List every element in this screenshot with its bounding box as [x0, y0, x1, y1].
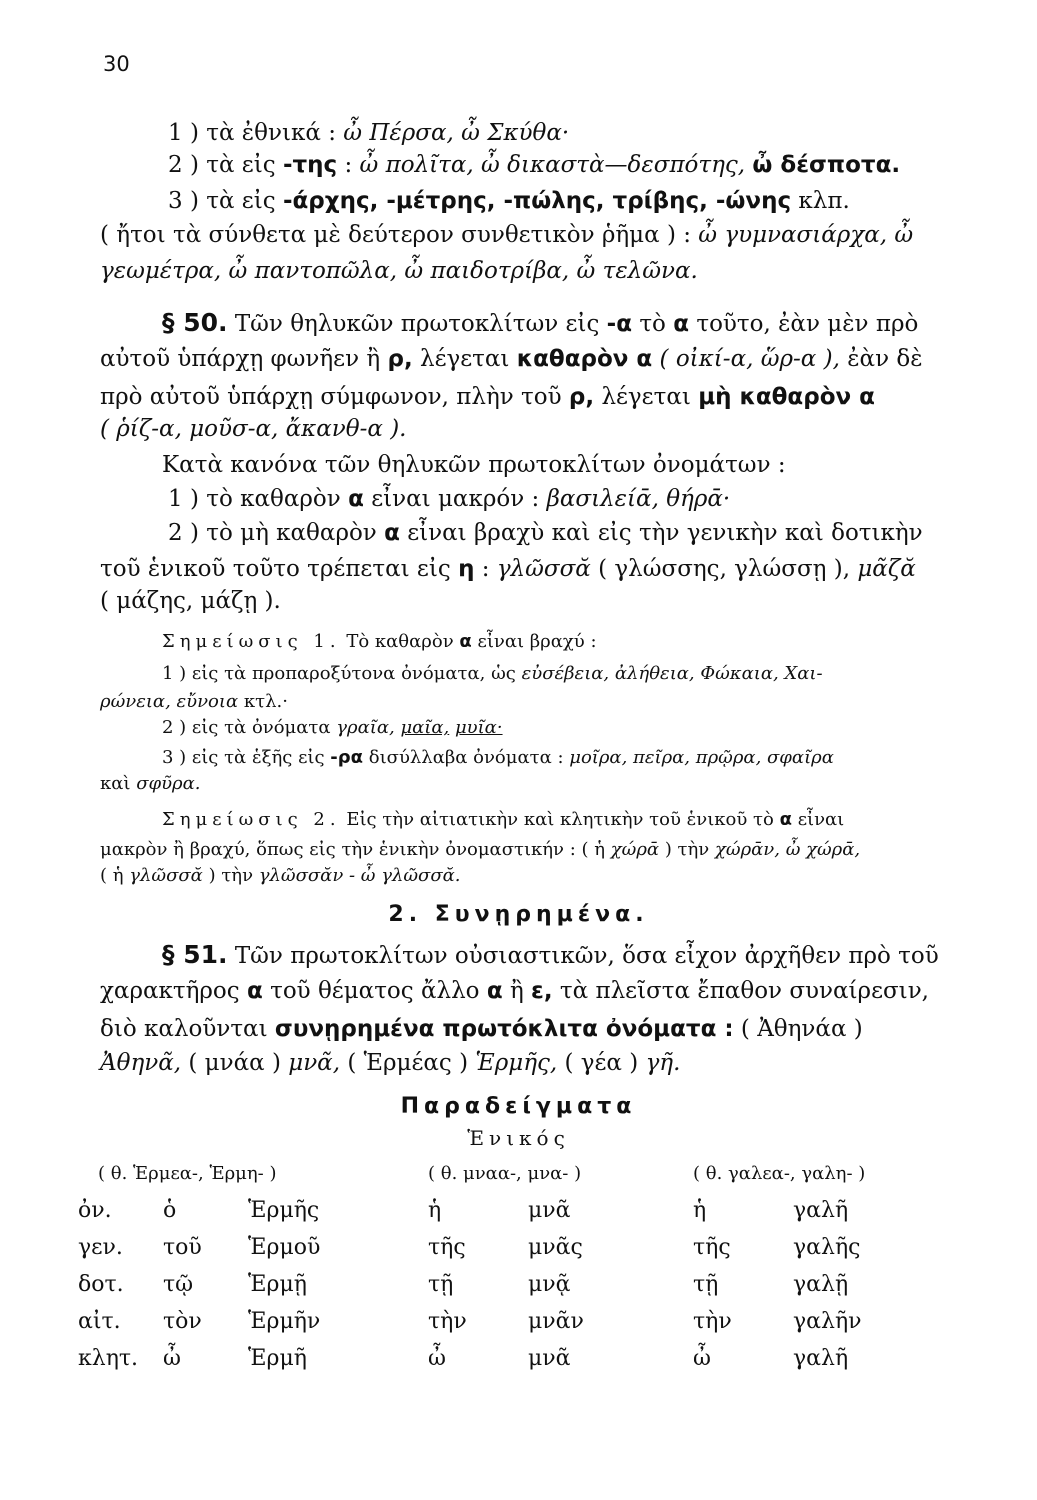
body-text: εἶναι	[797, 809, 845, 830]
article: τὸν	[163, 1309, 202, 1334]
body-text: ) τὴν	[208, 865, 254, 886]
rule-line-3	[168, 186, 850, 216]
article: ὦ	[693, 1346, 711, 1371]
note-2-line-2	[100, 838, 860, 862]
section-50-line-7	[168, 518, 923, 548]
body-text: τὸ καθαρὸν	[206, 486, 341, 512]
note-1-line-1	[162, 630, 597, 654]
body-text: Τῶν θηλυκῶν πρωτοκλίτων εἰς	[234, 311, 600, 337]
example-text: Ἑρμῆς,	[475, 1050, 558, 1076]
body-text: εἶναι βραχὺ καὶ εἰς τὴν γενικὴν καὶ δοτικὴν	[407, 520, 923, 546]
body-text: μακρὸν ἢ βραχύ, ὅπως εἰς τὴν ἑνικὴν ὀνομαστικήν : ( ἡ	[100, 839, 606, 860]
bold-term: ε,	[531, 978, 553, 1004]
noun-form: Ἑρμῇ	[248, 1272, 307, 1297]
examples-heading: Παραδείγματα	[400, 1094, 637, 1119]
rule-text: τὰ ἐθνικά :	[206, 120, 336, 146]
case-label: κλητ.	[78, 1346, 139, 1371]
example-text: ὦ γυμνασιάρχα, ὦ	[698, 222, 914, 248]
noun-form: μνᾶς	[528, 1235, 583, 1260]
example-bold: ὦ δέσποτα.	[752, 152, 901, 178]
example-text: μνᾶ,	[288, 1050, 341, 1076]
bold-term: μὴ καθαρὸν α	[698, 384, 875, 410]
body-text: τοῦ ἑνικοῦ τοῦτο τρέπεται εἰς	[100, 556, 451, 582]
body-text: 3 ) εἰς τὰ ἑξῆς εἰς	[162, 747, 325, 768]
article: ὁ	[163, 1198, 177, 1223]
subsection-heading: 2. Συνῃρημένα.	[388, 902, 649, 927]
list-number: 2 )	[168, 520, 199, 546]
example-text: μυῖα·	[454, 717, 503, 738]
noun-form: γαλῆ	[793, 1198, 849, 1223]
article: τῆς	[428, 1235, 466, 1260]
example-text: γλῶσσᾰ	[129, 865, 203, 886]
etc-text: κλπ.	[798, 188, 850, 214]
body-text: τὸ μὴ καθαρὸν	[206, 520, 377, 546]
section-51-line-4	[100, 1048, 680, 1078]
body-text: λέγεται	[420, 346, 510, 372]
example-text: ρώνεια, εὔνοια	[100, 691, 239, 712]
bold-term: α	[246, 978, 263, 1004]
bold-term: α	[348, 486, 364, 512]
body-text: :	[481, 556, 490, 582]
case-label: γεν.	[78, 1235, 123, 1260]
section-50-line-8	[100, 554, 916, 584]
body-text: Τὸ καθαρὸν	[346, 631, 454, 652]
rule-text: ( ἤτοι τὰ σύνθετα μὲ δεύτερον συνθετικὸν ῥῆμα ) :	[100, 222, 691, 248]
example-text: γεωμέτρα, ὦ παντοπῶλα, ὦ παιδοτρίβα, ὦ τελῶνα.	[100, 258, 698, 284]
bold-term: ρ,	[568, 384, 595, 410]
body-text: ( γλώσσης, γλώσσῃ ),	[598, 556, 851, 582]
example-text: εὐσέβεια, ἀλήθεια, Φώκαια, Χαι-	[521, 663, 823, 684]
list-number: 1 )	[168, 120, 199, 146]
list-number: 2 )	[168, 152, 199, 178]
body-text: Κατὰ κανόνα τῶν θηλυκῶν πρωτοκλίτων ὀνομάτων :	[162, 452, 786, 478]
bold-term: α	[673, 311, 690, 337]
example-text: μοῖρα, πεῖρα, πρῷρα, σφαῖρα	[569, 747, 834, 768]
stem-header-2: ( θ. μναα-, μνα- )	[428, 1163, 582, 1184]
body-text: διὸ καλοῦνται	[100, 1016, 268, 1042]
note-1-line-3	[100, 690, 288, 714]
suffix-bold: -της	[282, 152, 338, 178]
body-text: εἶναι μακρόν :	[371, 486, 540, 512]
body-text: Εἰς τὴν αἰτιατικὴν καὶ κλητικὴν τοῦ ἑνικοῦ τὸ	[346, 809, 774, 830]
bold-term: ρ,	[387, 346, 413, 372]
example-text: γλῶσσᾰν - ὦ γλῶσσᾰ.	[258, 865, 461, 886]
noun-form: Ἑρμοῦ	[248, 1235, 321, 1260]
note-1-line-6	[100, 772, 201, 796]
example-text: σφῦρα.	[136, 773, 201, 794]
example-text: ( οἰκί-α, ὥρ-α ),	[659, 346, 840, 372]
body-text: 1 ) εἰς τὰ προπαροξύτονα ὀνόματα, ὡς	[162, 663, 516, 684]
section-50-line-9	[100, 586, 281, 616]
noun-form: γαλῇ	[793, 1272, 849, 1297]
article: τὴν	[693, 1309, 732, 1334]
example-text: χώρᾱ	[610, 839, 660, 860]
section-50-line-6	[168, 484, 730, 514]
noun-form: γαλῆς	[793, 1235, 861, 1260]
bold-term: καθαρὸν α	[516, 346, 653, 372]
example-text: ὦ Πέρσα, ὦ Σκύθα·	[343, 120, 570, 146]
noun-form: Ἑρμῆ	[248, 1346, 307, 1371]
noun-form: γαλῆν	[793, 1309, 862, 1334]
example-text: ( ῥίζ-α, μοῦσ-α, ἄκανθ-α ).	[100, 416, 407, 442]
body-text: 2 ) εἰς τὰ ὀνόματα	[162, 717, 331, 738]
bold-term: α	[486, 978, 503, 1004]
body-text: ( Ἀθηνάα )	[740, 1016, 863, 1042]
body-text: εἶναι βραχύ :	[477, 631, 597, 652]
section-50-line-1	[162, 308, 918, 339]
note-1-line-2	[162, 662, 823, 686]
body-text: ( γέα )	[564, 1050, 639, 1076]
table-row	[78, 1192, 923, 1229]
note-2-line-3	[100, 864, 461, 888]
rule-line-4	[100, 220, 913, 250]
body-text: ἐὰν δὲ	[847, 346, 923, 372]
noun-form: Ἑρμῆς	[248, 1198, 320, 1223]
bold-term: α	[459, 631, 472, 652]
article: τὴν	[428, 1309, 467, 1334]
table-row	[78, 1229, 923, 1266]
body-text: λέγεται	[601, 384, 691, 410]
noun-form: μνᾶ	[528, 1346, 571, 1371]
example-text: Ἀθηνᾶ,	[100, 1050, 182, 1076]
table-header-row	[78, 1155, 923, 1192]
note-2-line-1	[162, 808, 844, 832]
stem-header-3: ( θ. γαλεα-, γαλη- )	[693, 1163, 866, 1184]
page-number: 30	[103, 52, 130, 76]
section-51-line-3	[100, 1014, 863, 1044]
article: τῇ	[693, 1272, 719, 1297]
table-row	[78, 1340, 923, 1377]
article: ὦ	[428, 1346, 446, 1371]
declension-table	[78, 1155, 923, 1377]
section-50-line-3	[100, 382, 875, 412]
example-text: γραῖα,	[336, 717, 395, 738]
body-text: αὐτοῦ ὑπάρχῃ φωνῆεν ἢ	[100, 346, 381, 372]
section-50-line-4	[100, 414, 407, 444]
article: ἡ	[693, 1198, 707, 1223]
bold-term: συνῃρημένα πρωτόκλιτα ὀνόματα :	[274, 1016, 734, 1042]
body-text: τὰ πλεῖστα ἔπαθον συναίρεσιν,	[559, 978, 929, 1004]
article: τῇ	[428, 1272, 454, 1297]
noun-form: μνᾶ	[528, 1198, 571, 1223]
body-text: ( ἡ	[100, 865, 124, 886]
table-row	[78, 1303, 923, 1340]
body-text: ( μάζης, μάζῃ ).	[100, 588, 281, 614]
example-text: μαῖα,	[400, 717, 450, 738]
body-text: τοῦ θέματος ἄλλο	[270, 978, 480, 1004]
body-text: δισύλλαβα ὀνόματα :	[368, 747, 564, 768]
rule-line-5	[100, 256, 698, 286]
section-50-line-5	[162, 450, 786, 480]
note-heading: Σημείωσις 2.	[162, 809, 341, 830]
section-51-line-2	[100, 976, 929, 1006]
stem-header-1: ( θ. Ἑρμεα-, Ἑρμη- )	[98, 1163, 277, 1184]
body-text: ἢ	[509, 978, 524, 1004]
list-number: 1 )	[168, 486, 199, 512]
table-row	[78, 1266, 923, 1303]
list-number: 3 )	[168, 188, 199, 214]
bold-term: α	[779, 809, 792, 830]
bold-term: η	[458, 556, 475, 582]
rule-text: τὰ εἰς	[206, 152, 276, 178]
rule-line-1	[168, 118, 569, 148]
article: τοῦ	[163, 1235, 202, 1260]
body-text: ) τὴν	[664, 839, 710, 860]
article: ὦ	[163, 1346, 181, 1371]
body-text: Τῶν πρωτοκλίτων οὐσιαστικῶν, ὅσα εἶχον ἀρχῆθεν πρὸ τοῦ	[234, 943, 939, 969]
case-label: αἰτ.	[78, 1309, 121, 1334]
noun-form: Ἑρμῆν	[248, 1309, 321, 1334]
article: ἡ	[428, 1198, 442, 1223]
rule-text: τὰ εἰς	[206, 188, 276, 214]
noun-form: μνᾷ	[528, 1272, 571, 1297]
bold-term: α	[384, 520, 400, 546]
note-1-line-4	[162, 716, 503, 740]
noun-form: γαλῆ	[793, 1346, 849, 1371]
section-50-line-2	[100, 344, 923, 374]
body-text: χαρακτῆρος	[100, 978, 240, 1004]
bold-term: -α	[606, 311, 633, 337]
example-text: χώρᾱν, ὦ χώρᾱ,	[714, 839, 861, 860]
section-mark: § 51.	[162, 940, 228, 969]
example-text: μᾶζᾰ	[857, 556, 916, 582]
body-text: πρὸ αὐτοῦ ὑπάρχῃ σύμφωνον, πλὴν τοῦ	[100, 384, 562, 410]
body-text: ( Ἑρμέας )	[347, 1050, 469, 1076]
body-text: καὶ	[100, 773, 131, 794]
example-text: ὦ πολῖτα, ὦ δικαστὰ—δεσπότης,	[359, 152, 746, 178]
rule-line-2	[168, 150, 900, 180]
number-heading: Ἑνικός	[467, 1126, 570, 1150]
body-text: ( μνάα )	[188, 1050, 281, 1076]
example-text: γῆ.	[645, 1050, 681, 1076]
section-51-line-1	[162, 940, 939, 971]
note-1-line-5	[162, 746, 834, 770]
article: τῆς	[693, 1235, 731, 1260]
body-text: τὸ	[639, 311, 666, 337]
noun-form: μνᾶν	[528, 1309, 584, 1334]
note-heading: Σημείωσις 1.	[162, 631, 341, 652]
case-label: ὀν.	[78, 1198, 112, 1223]
example-text: βασιλείᾱ, θήρᾱ·	[546, 486, 731, 512]
case-label: δοτ.	[78, 1272, 124, 1297]
body-text: κτλ.·	[243, 691, 288, 712]
bold-term: -ρα	[330, 747, 364, 768]
example-text: γλῶσσᾰ	[496, 556, 591, 582]
colon: :	[344, 152, 353, 178]
body-text: τοῦτο, ἐὰν μὲν πρὸ	[696, 311, 919, 337]
section-mark: § 50.	[162, 308, 228, 337]
article: τῷ	[163, 1272, 194, 1297]
suffixes-bold: -άρχης, -μέτρης, -πώλης, τρίβης, -ώνης	[282, 188, 792, 214]
